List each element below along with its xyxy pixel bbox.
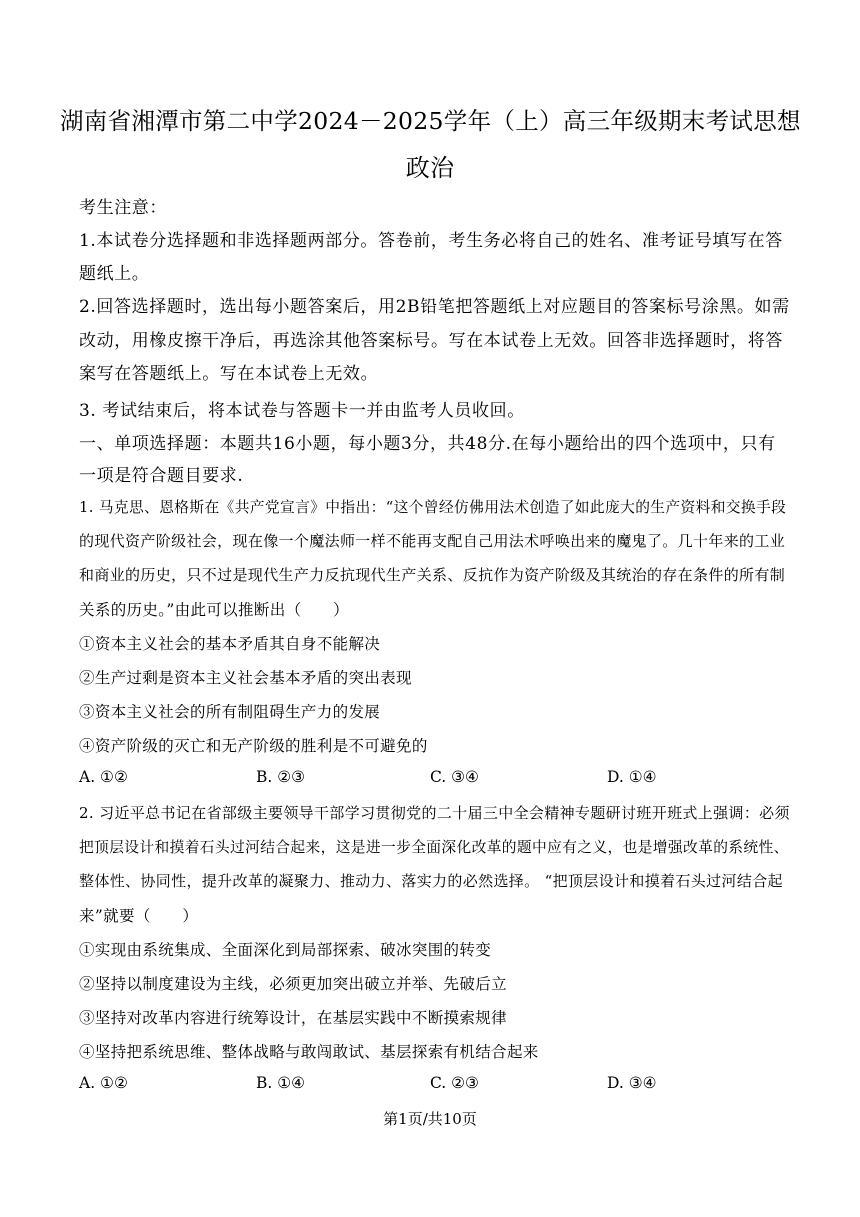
question-1-item: ①资本主义社会的基本矛盾其自身不能解决 (79, 635, 381, 653)
notice-line: 题纸上。 (79, 264, 150, 284)
question-1-item: ④资产阶级的灭亡和无产阶级的胜利是不可避免的 (79, 737, 428, 755)
question-2-item: ③坚持对改革内容进行统筹设计，在基层实践中不断摸索规律 (79, 1009, 507, 1027)
notice-line: 改动，用橡皮擦干净后，再选涂其他答案标号。写在本试卷上无效。回答非选择题时，将答 (79, 331, 783, 351)
question-1-option-d[interactable]: D. ①④ (607, 768, 657, 786)
notice-line: 1.本试卷分选择题和非选择题两部分。答卷前，考生务必将自己的姓名、准考证号填写在答 (79, 231, 783, 251)
notice-heading: 考生注意： (79, 198, 167, 218)
notice-line: 3. 考试结束后，将本试卷与答题卡一并由监考人员收回。 (79, 401, 525, 421)
question-2-option-d[interactable]: D. ③④ (607, 1074, 657, 1092)
question-1-item: ②生产过剩是资本主义社会基本矛盾的突出表现 (79, 669, 412, 687)
section-heading: 一、单项选择题：本题共16小题，每小题3分，共48分.在每小题给出的四个选项中，只有 (79, 434, 776, 454)
question-2-item: ①实现由系统集成、全面深化到局部探索、破冰突围的转变 (79, 941, 492, 959)
question-2-option-c[interactable]: C. ②③ (430, 1074, 479, 1092)
question-2-stem: 2. 习近平总书记在省部级主要领导干部学习贯彻党的二十届三中全会精神专题研讨班开班式上强调：必须 (79, 804, 790, 822)
question-1-stem: 关系的历史。”由此可以推断出（ ） (79, 601, 349, 619)
question-2-stem: 整体性、协同性，提升改革的凝聚力、推动力、落实力的必然选择。 “把顶层设计和摸着石头过河结合起 (79, 872, 783, 890)
question-1-option-b[interactable]: B. ②③ (256, 768, 306, 786)
notice-line: 案写在答题纸上。写在本试卷上无效。 (79, 364, 379, 384)
section-heading: 一项是符合题目要求. (79, 466, 244, 486)
question-2-item: ②坚持以制度建设为主线，必须更加突出破立并举、先破后立 (79, 975, 507, 993)
question-2-option-a[interactable]: A. ①② (79, 1074, 128, 1092)
exam-title: 湖南省湘潭市第二中学2024－2025学年（上）高三年级期末考试思想 (60, 107, 801, 135)
question-1-stem: 1. 马克思、恩格斯在《共产党宣言》中指出：“这个曾经仿佛用法术创造了如此庞大的生产资料和交换手段 (79, 499, 787, 516)
question-2-stem: 来”就要（ ） (79, 907, 199, 925)
notice-line: 2.回答选择题时，选出每小题答案后，用2B铅笔把答题纸上对应题目的答案标号涂黑。如需 (79, 297, 790, 317)
question-1-option-a[interactable]: A. ①② (79, 768, 128, 786)
question-1-stem: 的现代资产阶级社会，现在像一个魔法师一样不能再支配自己用法术呼唤出来的魔鬼了。几十年来的工业 (79, 532, 786, 550)
question-2-option-b[interactable]: B. ①④ (256, 1074, 306, 1092)
question-1-stem: 和商业的历史，只不过是现代生产力反抗现代生产关系、反抗作为资产阶级及其统治的存在条件的所有制 (79, 566, 786, 584)
question-2-item: ④坚持把系统思维、整体战略与敢闯敢试、基层探索有机结合起来 (79, 1043, 539, 1061)
question-1-item: ③资本主义社会的所有制阻碍生产力的发展 (79, 703, 381, 721)
exam-title-subject: 政治 (405, 154, 455, 182)
question-1-option-c[interactable]: C. ③④ (430, 768, 479, 786)
page-number: 第1页/共10页 (383, 1110, 477, 1128)
question-2-stem: 把顶层设计和摸着石头过河结合起来，这是进一步全面深化改革的题中应有之义，也是增强改革的系统性、 (79, 839, 789, 856)
